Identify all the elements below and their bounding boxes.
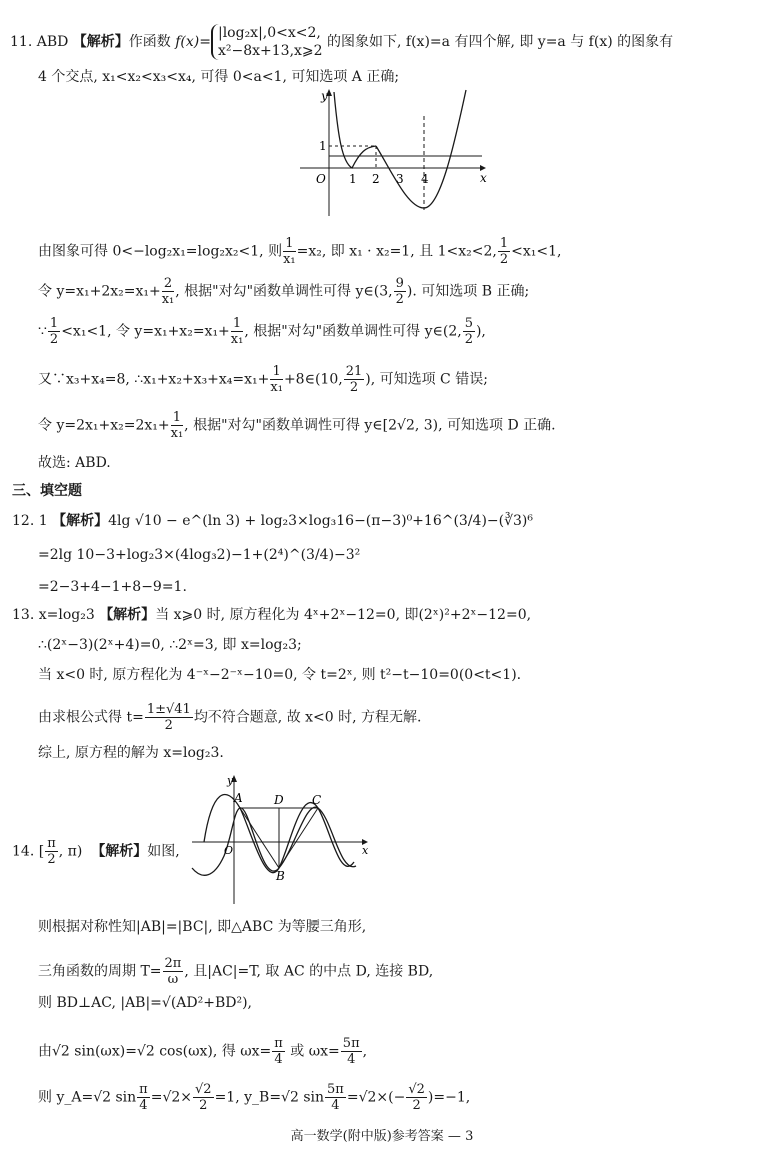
fraction: $\frac{\pi}{2}$ bbox=[47, 836, 56, 867]
q11-line-6: 又∵x₃+x₄=8, ∴x₁+x₂+x₃+x₄=x₁+ $\frac{1}{\text{x₁}}$ +8∈(10, $\frac{21}{2}$ ), 可知选项 C 错误; bbox=[38, 364, 488, 395]
fraction: $\frac{5\pi}{4}$ bbox=[327, 1082, 344, 1113]
curve-log-part bbox=[334, 92, 376, 168]
q14-line-5: 则 y_A=√2 sin $\frac{\pi}{4}$ =√2× $\frac{√2}{2}$ =1, y_B=√2 sin $\frac{5\pi}{4}$ =√2×(− $\frac{√2}{2}$ )=−1, bbox=[38, 1082, 471, 1113]
x-tick-2: 2 bbox=[372, 172, 380, 186]
q14-line-1: 则根据对称性知|AB|=|BC|, 即△ABC 为等腰三角形, bbox=[38, 919, 367, 935]
q11-function-graph bbox=[296, 86, 492, 220]
x-axis-label: x bbox=[480, 171, 487, 185]
fraction: $\frac{1}{\text{x₁}}$ bbox=[270, 364, 283, 395]
analysis-tag: 【解析】 bbox=[72, 34, 129, 50]
q13-line-5: 综上, 原方程的解为 x=log₂3. bbox=[38, 745, 224, 761]
fraction: $\frac{9}{2}$ bbox=[395, 276, 404, 307]
fraction: $\frac{1}{2}$ bbox=[499, 236, 509, 267]
y-tick-1: 1 bbox=[319, 139, 327, 153]
x-tick-3: 3 bbox=[396, 172, 404, 186]
q11-conclusion: 故选: ABD. bbox=[38, 455, 111, 471]
q14-line-2: 三角函数的周期 T= $\frac{2\pi}{\omega}$ , 且|AC|=T, 取 AC 的中点 D, 连接 BD, bbox=[38, 956, 434, 987]
fraction: $\frac{21}{2}$ bbox=[345, 364, 363, 395]
x-tick-1: 1 bbox=[349, 172, 357, 186]
fraction: $\frac{2\pi}{\omega}$ bbox=[164, 956, 182, 987]
point-c-label: C bbox=[312, 793, 322, 807]
q12-line-2: =2lg 10−3+log₂3×(4log₃2)−1+(2⁴)^(3/4)−3² bbox=[38, 547, 361, 563]
fraction: $\frac{\pi}{4}$ bbox=[139, 1082, 148, 1113]
origin-label: O bbox=[316, 172, 326, 186]
fraction: $\frac{5}{2}$ bbox=[464, 316, 473, 347]
q13-line-1: 13. x=log₂3 【解析】当 x⩾0 时, 原方程化为 4ˣ+2ˣ−12=0, 即(2ˣ)²+2ˣ−12=0, bbox=[12, 607, 532, 623]
y-axis-label: y bbox=[321, 89, 328, 103]
q14-line-3: 则 BD⊥AC, |AB|=√(AD²+BD²), bbox=[38, 995, 253, 1011]
q13-line-4: 由求根公式得 t= $\frac{1\pm√41}{2}$ 均不符合题意, 故 x<0 时, 方程无解. bbox=[38, 702, 422, 733]
fraction: $\frac{1\pm√41}{2}$ bbox=[146, 702, 191, 733]
q11-line-4: 令 y=x₁+2x₂=x₁+ $\frac{2}{\text{x₁}}$ , 根据"对勾"函数单调性可得 y∈(3, $\frac{9}{2}$ ). 可知选项 B 正确; bbox=[38, 276, 530, 307]
q13-line-3: 当 x<0 时, 原方程化为 4⁻ˣ−2⁻ˣ−10=0, 令 t=2ˣ, 则 t²−t−10=0(0<t<1). bbox=[38, 667, 522, 683]
analysis-tag: 【解析】 bbox=[99, 607, 156, 623]
piecewise-cases: |log₂x|,0<x<2, x²−8x+13,x⩾2 bbox=[211, 24, 323, 60]
q12-line-1: 12. 1 【解析】4lg √10 − e^(ln 3) + log₂3×log₃16−(π−3)⁰+16^(3/4)−(∛3)⁶ bbox=[12, 513, 534, 529]
segment-ab bbox=[240, 808, 279, 868]
section-heading: 三、填空题 bbox=[12, 483, 82, 499]
q14-line-4: 由√2 sin(ωx)=√2 cos(ωx), 得 ωx= $\frac{\pi}{4}$ 或 ωx= $\frac{5\pi}{4}$ , bbox=[38, 1036, 368, 1067]
q14-answer-line: 14. [ $\frac{\pi}{2}$ , π) 【解析】如图, bbox=[12, 836, 180, 867]
q11-line-5: ∵ $\frac{1}{2}$ <x₁<1, 令 y=x₁+x₂=x₁+ $\frac{1}{\text{x₁}}$ , 根据"对勾"函数单调性可得 y∈(2, $\frac{5}{2}$ ), bbox=[38, 316, 486, 347]
point-a-label: A bbox=[234, 791, 243, 805]
origin-label: O bbox=[224, 844, 234, 857]
q11-line-1: 11. ABD 【解析】作函数 f(x)= |log₂x|,0<x<2, x²−8x+13,x⩾2 的图象如下, f(x)=a 有四个解, 即 y=a 与 f(x) 的图象有 bbox=[10, 25, 674, 59]
fraction: $\frac{\pi}{4}$ bbox=[274, 1036, 283, 1067]
fraction: $\frac{√2}{2}$ bbox=[408, 1082, 425, 1113]
point-b-label: B bbox=[276, 869, 285, 883]
q14-trig-graph bbox=[190, 770, 372, 906]
q12-line-3: =2−3+4−1+8−9=1. bbox=[38, 579, 187, 595]
curve-quadratic-part bbox=[376, 90, 466, 208]
analysis-tag: 【解析】 bbox=[52, 513, 109, 529]
fraction: $\frac{2}{\text{x₁}}$ bbox=[161, 276, 175, 307]
q11-line-7: 令 y=2x₁+x₂=2x₁+ $\frac{1}{\text{x₁}}$ , 根据"对勾"函数单调性可得 y∈[2√2, 3), 可知选项 D 正确. bbox=[38, 410, 556, 441]
fraction: $\frac{1}{\text{x₁}}$ bbox=[170, 410, 184, 441]
q13-line-2: ∴(2ˣ−3)(2ˣ+4)=0, ∴2ˣ=3, 即 x=log₂3; bbox=[38, 637, 302, 653]
fraction: $\frac{1}{\text{x₁}}$ bbox=[230, 316, 244, 347]
x-tick-4: 4 bbox=[421, 172, 429, 186]
fraction: $\frac{5\pi}{4}$ bbox=[342, 1036, 360, 1067]
page-footer: 高一数学(附中版)参考答案 — 3 bbox=[290, 1129, 474, 1144]
y-axis-label: y bbox=[227, 774, 234, 787]
point-d-label: D bbox=[274, 793, 284, 807]
fraction: $\frac{1}{\text{x₁}}$ bbox=[283, 236, 296, 267]
q11-line-3: 由图象可得 0<−log₂x₁=log₂x₂<1, 则 $\frac{1}{\text{x₁}}$ =x₂, 即 x₁ · x₂=1, 且 1<x₂<2, $\frac{1}{2}$ <x₁<1, bbox=[38, 236, 562, 267]
analysis-tag: 【解析】 bbox=[91, 843, 148, 860]
fraction: $\frac{√2}{2}$ bbox=[195, 1082, 212, 1113]
fraction: $\frac{1}{2}$ bbox=[49, 316, 59, 347]
x-axis-label: x bbox=[362, 844, 369, 857]
q11-line-2: 4 个交点, x₁<x₂<x₃<x₄, 可得 0<a<1, 可知选项 A 正确; bbox=[38, 69, 400, 85]
